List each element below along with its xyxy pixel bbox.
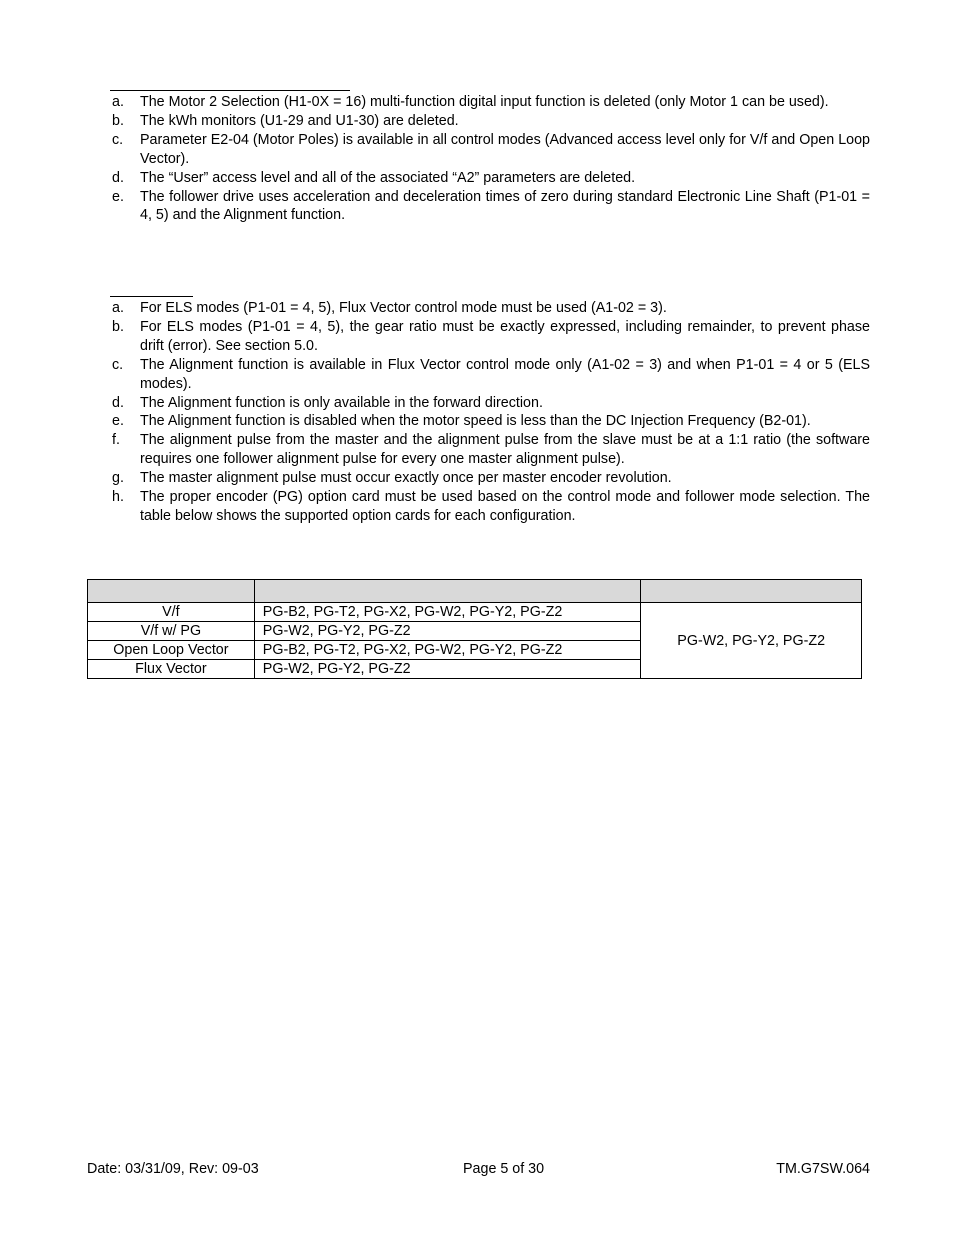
- list-marker: e.: [112, 413, 124, 430]
- footer-date: Date: 03/31/09, Rev: 09-03: [87, 1161, 259, 1177]
- list-item-text: The follower drive uses acceleration and deceleration times of zero during standard Electronic Line Shaft (P1-01 = 4, 5) and the Alignment function.: [140, 188, 870, 224]
- list-item-text: The Alignment function is only available in the forward direction.: [140, 394, 543, 411]
- section2-list: [110, 299, 870, 526]
- follower-cards-cell: PG-W2, PG-Y2, PG-Z2: [641, 603, 862, 679]
- control-mode-cell: V/f w/ PG: [88, 622, 255, 641]
- list-marker: h.: [112, 489, 124, 506]
- list-item-text: Parameter E2-04 (Motor Poles) is available in all control modes (Advanced access level only for V/f and Open Loop Vector).: [140, 131, 870, 167]
- footer-doc-id: TM.G7SW.064: [776, 1161, 870, 1177]
- list-item: [110, 318, 870, 356]
- list-item: [110, 412, 870, 431]
- list-item: [110, 112, 870, 131]
- list-marker: a.: [112, 94, 124, 110]
- list-marker: b.: [112, 318, 124, 335]
- control-mode-cell: Flux Vector: [88, 660, 255, 679]
- list-item-text: The Motor 2 Selection (H1-0X = 16) multi-function digital input function is deleted (only Motor 1 can be used).: [140, 94, 829, 110]
- list-item: [110, 169, 870, 188]
- list-marker: c.: [112, 131, 124, 148]
- list-item-text: The proper encoder (PG) option card must be used based on the control mode and follower mode selection. The table below shows the supported option cards for each configuration.: [140, 489, 870, 524]
- list-marker: e.: [112, 188, 124, 205]
- list-item-text: The master alignment pulse must occur exactly once per master encoder revolution.: [140, 470, 672, 487]
- section2-heading-underline: [110, 296, 193, 297]
- option-cards-cell: PG-W2, PG-Y2, PG-Z2: [254, 622, 641, 641]
- option-cards-cell: PG-B2, PG-T2, PG-X2, PG-W2, PG-Y2, PG-Z2: [254, 603, 641, 622]
- table-row: [88, 603, 862, 622]
- list-item-text: The Alignment function is available in Flux Vector control mode only (A1-02 = 3) and when P1-01 = 4 or 5 (ELS modes).: [140, 356, 870, 392]
- table-header-cell: [254, 580, 641, 603]
- list-item-text: The alignment pulse from the master and the alignment pulse from the slave must be at a 1:1 ratio (the software requires one follower alignment pulse for every one master alignment pulse).: [140, 432, 870, 468]
- control-mode-cell: Open Loop Vector: [88, 641, 255, 660]
- list-item: [110, 394, 870, 413]
- list-item: [110, 488, 870, 526]
- list-item: [110, 131, 870, 169]
- list-marker: b.: [112, 112, 124, 129]
- list-item: [110, 469, 870, 488]
- section1-heading-underline: [110, 90, 350, 91]
- list-item-text: The Alignment function is disabled when the motor speed is less than the DC Injection Frequency (B2-01).: [140, 413, 811, 430]
- option-cards-cell: PG-W2, PG-Y2, PG-Z2: [254, 660, 641, 679]
- list-item-text: The kWh monitors (U1-29 and U1-30) are deleted.: [140, 112, 459, 129]
- list-item: [110, 356, 870, 394]
- list-item: [110, 299, 870, 318]
- list-item-text: For ELS modes (P1-01 = 4, 5), the gear ratio must be exactly expressed, including remainder, to prevent phase drift (error). See section 5.0.: [140, 318, 870, 354]
- list-item-text: For ELS modes (P1-01 = 4, 5), Flux Vector control mode must be used (A1-02 = 3).: [140, 300, 667, 316]
- list-item-text: The “User” access level and all of the associated “A2” parameters are deleted.: [140, 169, 636, 186]
- list-item: [110, 431, 870, 469]
- list-marker: a.: [112, 300, 124, 316]
- option-card-table: [87, 579, 862, 679]
- option-cards-cell: PG-B2, PG-T2, PG-X2, PG-W2, PG-Y2, PG-Z2: [254, 641, 641, 660]
- section1-list: [110, 93, 870, 225]
- list-marker: c.: [112, 356, 124, 373]
- table-header-cell: [88, 580, 255, 603]
- list-marker: d.: [112, 394, 124, 411]
- list-marker: g.: [112, 470, 124, 487]
- table-header-row: [88, 580, 862, 603]
- list-item: [110, 188, 870, 226]
- control-mode-cell: V/f: [88, 603, 255, 622]
- list-item: [110, 93, 870, 112]
- list-marker: f.: [112, 432, 120, 449]
- footer-page-number: Page 5 of 30: [463, 1161, 545, 1177]
- list-marker: d.: [112, 169, 124, 186]
- table-header-cell: [641, 580, 862, 603]
